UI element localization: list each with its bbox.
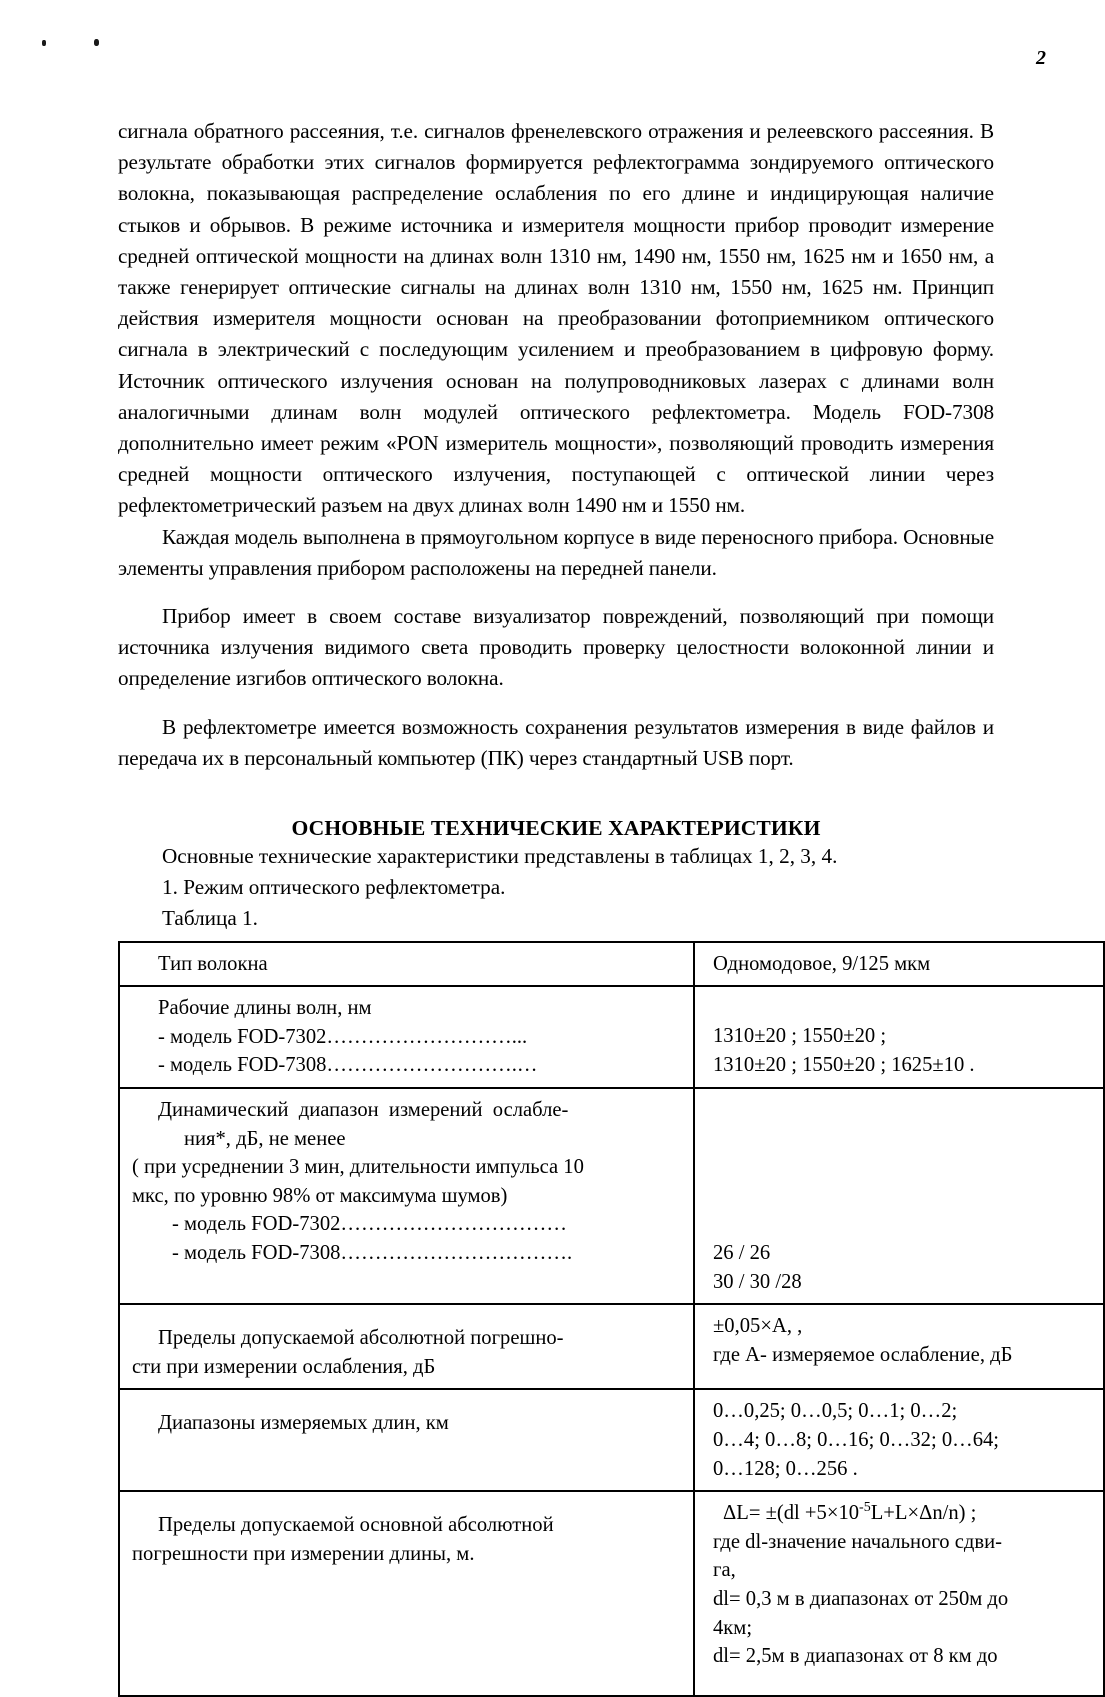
cell-text-line: Пределы допускаемой основной абсолютной [158,1514,554,1537]
cell-text-line: - модель FOD-7302………………………... [158,1025,528,1048]
cell-text-line: 0…128; 0…256 . [713,1457,858,1480]
cell-text-line: ±0,05×A, , [713,1315,803,1338]
paragraph-3: Прибор имеет в своем составе визуализатор повреждений, позволяющий при помощи источника излучения видимого света проводить проверку целостности волоконной линии и определение изгибов оптического волокна. [118,604,994,691]
table-cell-value [694,1491,1104,1696]
cell-text-line: 4км; [713,1616,753,1639]
cell-text-line: 30 / 30 /28 [713,1270,802,1293]
table-cell-value [694,1088,1104,1304]
scan-speck-icon [94,39,99,46]
section-heading: ОСНОВНЫЕ ТЕХНИЧЕСКИЕ ХАРАКТЕРИСТИКИ [291,816,821,841]
page-content [118,116,1013,1697]
cell-formula [713,1499,1093,1528]
cell-text-line: - модель FOD-7308……………………….… [158,1054,538,1077]
cell-text-line: - модель FOD-7308……………………………. [172,1242,573,1265]
table-cell-parameter [119,942,694,987]
cell-text-line: где dl-значение начального сдви- [713,1530,1002,1553]
cell-text-line: 1310±20 ; 1550±20 ; [713,1025,887,1048]
cell-text-line: Пределы допускаемой абсолютной погрешно- [158,1327,564,1350]
cell-text-line: 26 / 26 [713,1242,771,1265]
page-number: 2 [1036,47,1046,69]
cell-text-line: ( при усреднении 3 мин, длительности импульса 10 [132,1156,584,1179]
table-cell-value [694,1389,1104,1491]
table-cell-value [694,942,1104,987]
section-item-1: 1. Режим оптического рефлектометра. [162,875,506,900]
cell-text-line: Динамический диапазон измерений ослабле- [158,1099,569,1122]
cell-text-line: 0…0,25; 0…0,5; 0…1; 0…2; [713,1400,958,1423]
cell-text-line: ния*, дБ, не менее [184,1127,346,1150]
cell-text-line: Диапазоны измеряемых длин, км [158,1412,449,1435]
paragraph-1: сигнала обратного рассеяния, т.е. сигналов френелевского отражения и релеевского рассеяния. В результате обработки этих сигналов формируется рефлектограмма зондируемого оптического волокна, показывающая распределение ослабления по его длине и индицирующая наличие стыков и обрывов. В режиме источника и измерителя мощности прибор проводит измерение средней оптической мощности на длинах волн 1310 нм, 1490 нм, 1550 нм, 1625 нм и 1650 нм, а также генерирует оптические сигналы на длинах волн 1310 нм, 1550 нм, 1625 нм. Принцип действия измерителя мощности основан на преобразовании фотоприемником оптического сигнала в электрический с последующим усилением и преобразованием в цифровую форму. Источник оптического излучения основан на полупроводниковых лазерах с длинами волн аналогичными длинам волн модулей оптического рефлектометра. Модель FOD-7308 дополнительно имеет режим «PON измеритель мощности», позволяющий проводить измерения средней мощности оптического излучения, поступающей с оптической линии через рефлектометрический разъем на двух длинах волн 1490 нм и 1550 нм. [118,119,994,518]
section-intro: Основные технические характеристики представлены в таблицах 1, 2, 3, 4. [162,844,838,869]
scan-speck-icon [42,40,46,46]
cell-text-line: 0…4; 0…8; 0…16; 0…32; 0…64; [713,1429,1000,1452]
table-cell-parameter [119,986,694,1088]
cell-text-line: погрешности при измерении длины, м. [132,1542,475,1565]
paragraph-4: В рефлектометре имеется возможность сохранения результатов измерения в виде файлов и передача их в персональный компьютер (ПК) через стандартный USB порт. [118,714,994,770]
table-row [119,1304,1104,1389]
cell-text-line: Одномодовое, 9/125 мкм [713,952,931,975]
cell-text-line: сти при измерении ослабления, дБ [132,1355,436,1378]
paragraph-2: Каждая модель выполнена в прямоугольном корпусе в виде переносного прибора. Основные элементы управления прибором расположены на передней панели. [118,524,994,580]
table-row [119,1491,1104,1696]
table-cell-parameter [119,1491,694,1696]
table-caption: Таблица 1. [162,906,258,931]
formula-exponent: -5 [859,1500,871,1516]
table-cell-parameter [119,1304,694,1389]
table-row [119,986,1104,1088]
cell-text-line: га, [713,1559,736,1582]
table-cell-parameter [119,1389,694,1491]
cell-text-line: - модель FOD-7302…………………………… [172,1213,567,1236]
specifications-table [118,941,1105,1697]
formula-prefix: ΔL= ±(dl +5×10 [723,1502,860,1525]
table-row [119,1389,1104,1491]
table-cell-value [694,986,1104,1088]
cell-text-line: мкс, по уровню 98% от максимума шумов) [132,1184,508,1207]
table-cell-parameter [119,1088,694,1304]
cell-text-line: Рабочие длины волн, нм [158,997,372,1020]
table-row [119,1088,1104,1304]
cell-text-line: dl= 0,3 м в диапазонах от 250м до [713,1587,1009,1610]
cell-text-line: 1310±20 ; 1550±20 ; 1625±10 . [713,1053,975,1076]
formula-suffix: L+L×Δn/n) ; [870,1502,977,1525]
cell-text-line: dl= 2,5м в диапазонах от 8 км до [713,1645,998,1668]
table-cell-value [694,1304,1104,1389]
table-row [119,942,1104,987]
cell-text-line: Тип волокна [158,952,268,975]
cell-text-line: где A- измеряемое ослабление, дБ [713,1343,1013,1366]
